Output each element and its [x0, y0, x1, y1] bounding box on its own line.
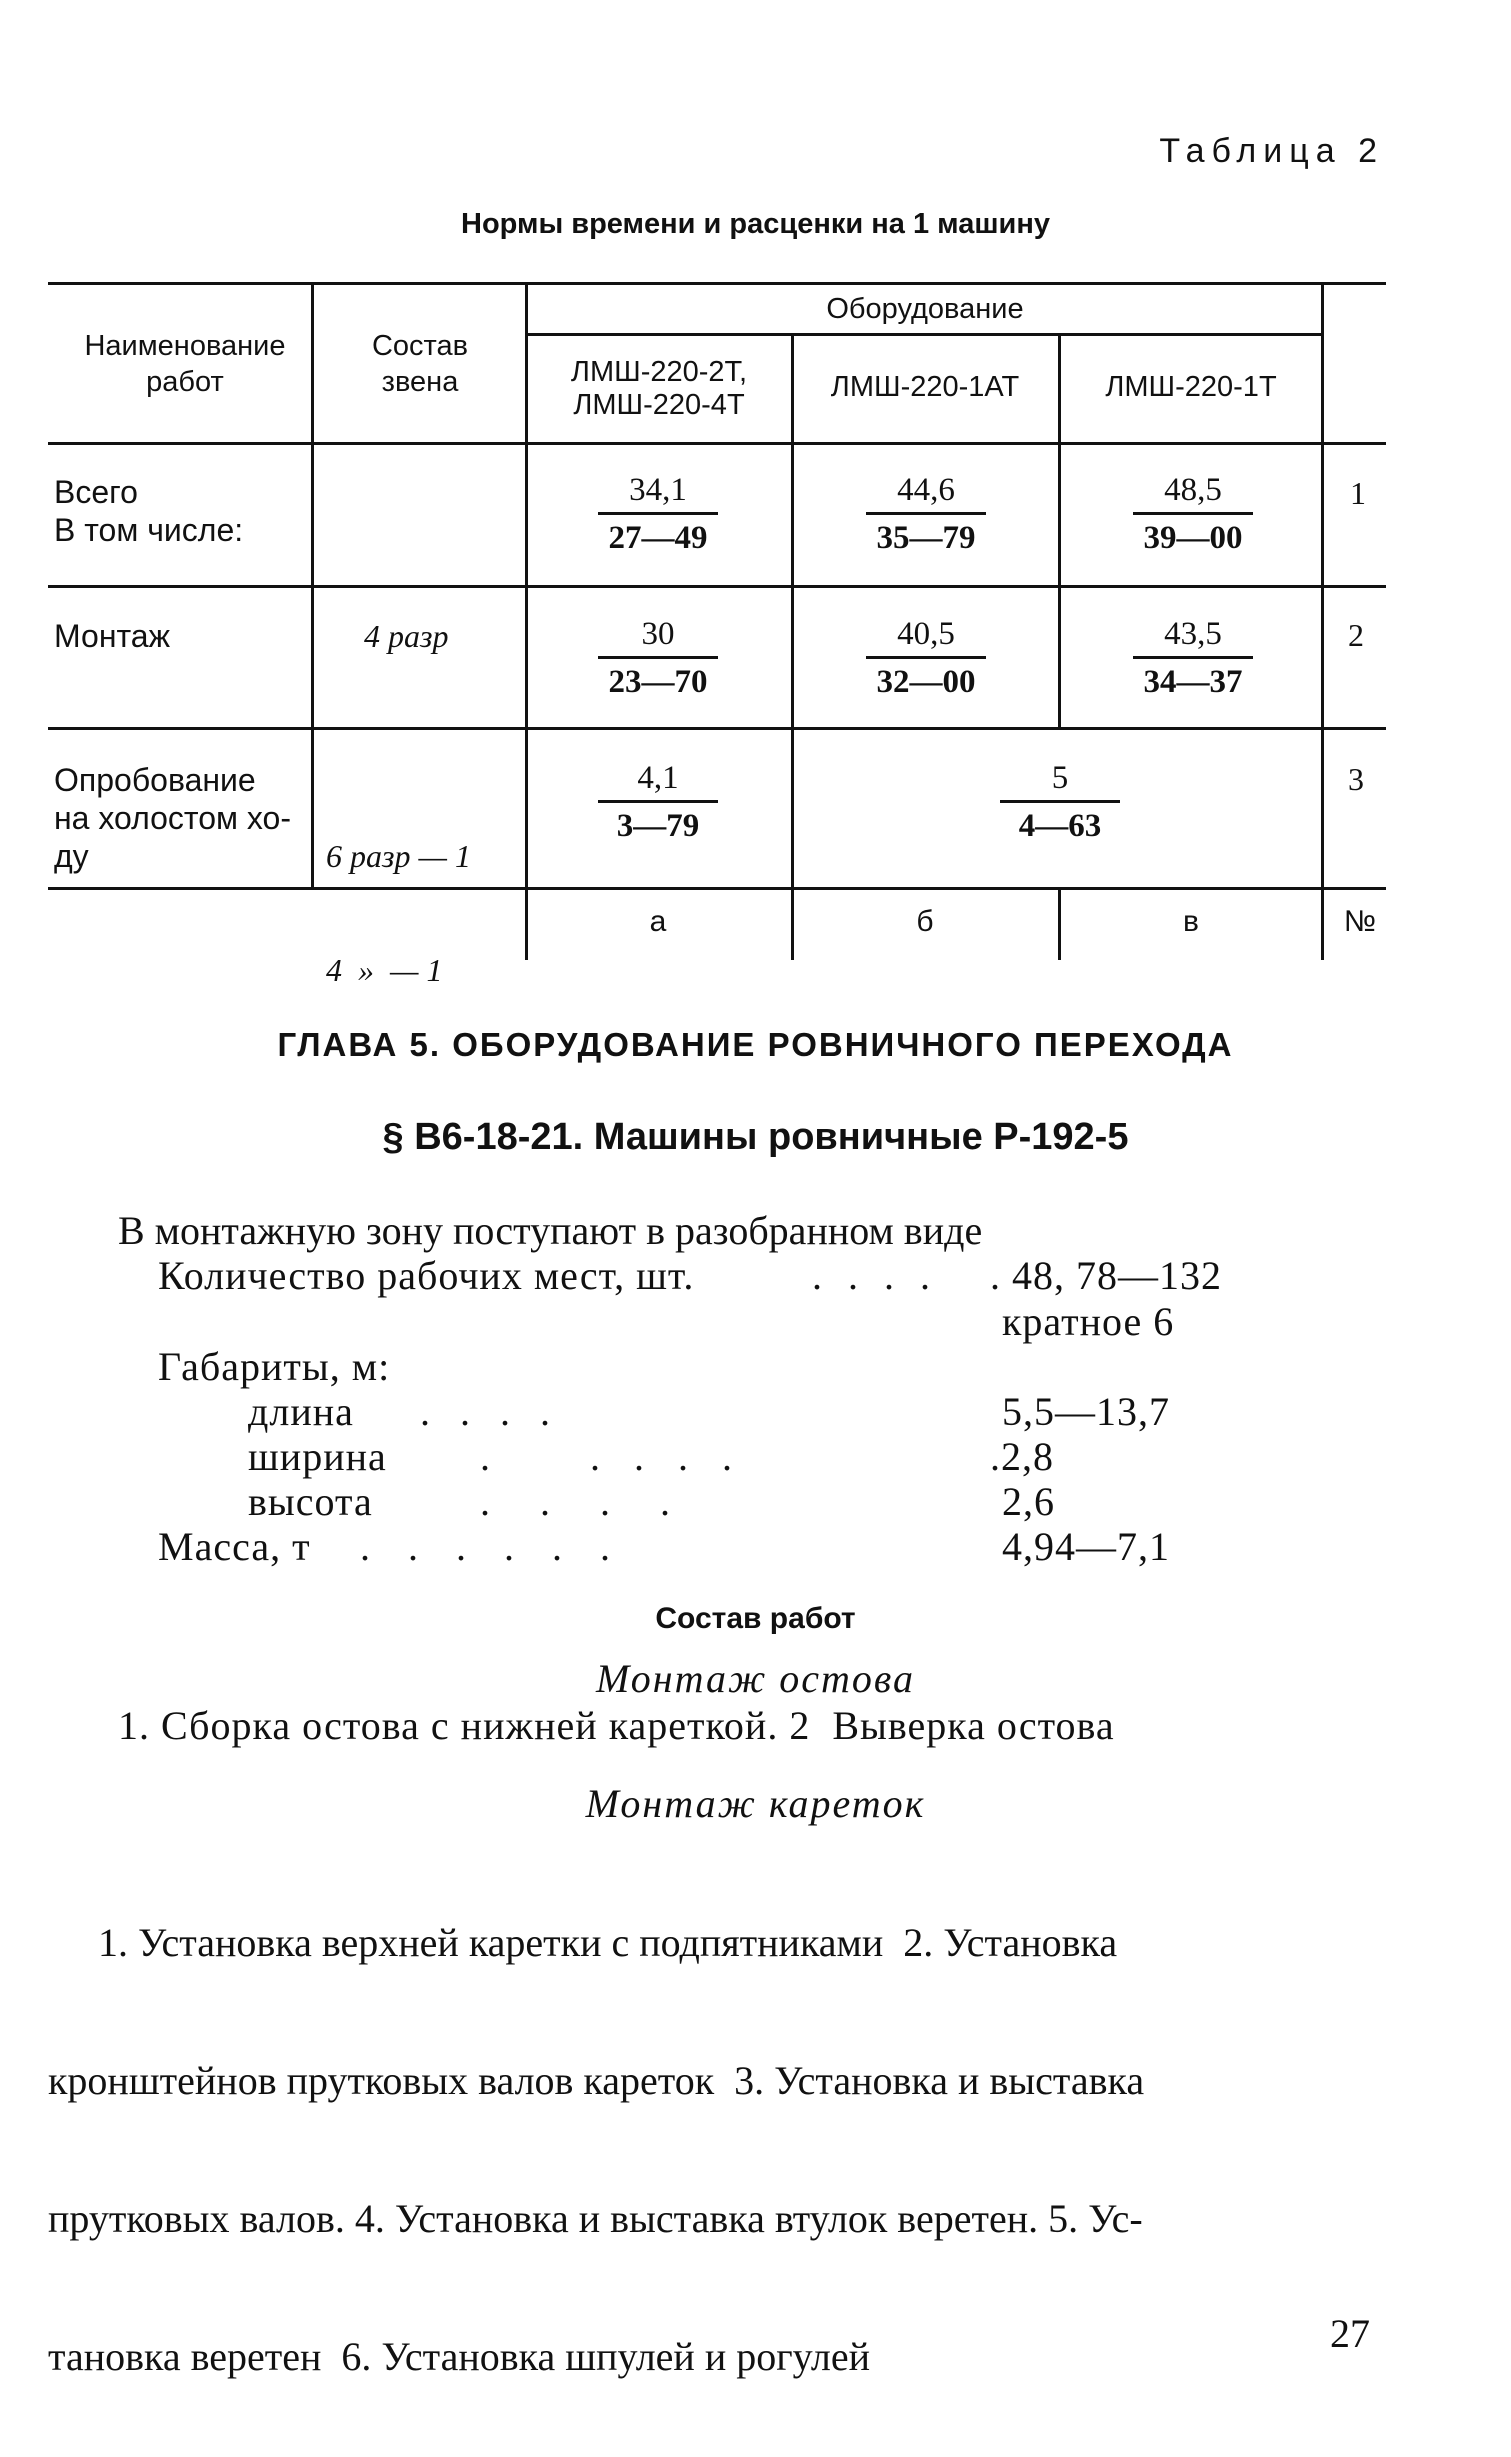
row1-value-c	[1133, 468, 1253, 561]
chapter-heading: ГЛАВА 5. ОБОРУДОВАНИЕ РОВНИЧНОГО ПЕРЕХОДА	[277, 1026, 1234, 1063]
header-equipment: Оборудование	[826, 293, 1024, 325]
row2-number: 2	[1348, 617, 1364, 653]
row1-number: 1	[1350, 475, 1366, 511]
works-heading: Состав работ	[655, 1602, 856, 1635]
intro-text: В монтажную зону поступают в разобранном виде	[118, 1208, 983, 1253]
row2-a-price: 23—70	[608, 664, 708, 700]
page-number: 27	[1330, 2311, 1370, 2356]
frame-heading: Монтаж остова	[596, 1656, 915, 1701]
col-mark-c: в	[1183, 905, 1199, 938]
header-equipment-a-line2: ЛМШ-220-4Т	[573, 389, 745, 421]
width-value: .2,8	[990, 1434, 1054, 1479]
frame-text: 1. Сборка остова с нижней кареткой. 2 Выверка остова	[118, 1703, 1115, 1748]
row2-c-price: 34—37	[1143, 664, 1243, 700]
carriage-text-line3: прутковых валов. 4. Установка и выставка втулок веретен. 5. Ус-	[48, 2196, 1143, 2241]
carriage-text-line1: 1. Установка верхней каретки с подпятниками 2. Установка	[98, 1920, 1118, 1965]
col-divider-3	[791, 333, 794, 960]
mass-dots: . . . . . .	[360, 1524, 624, 1569]
width-label: ширина	[248, 1434, 387, 1479]
row1-value-a	[598, 468, 718, 561]
row3-name-line1: Опробование	[54, 762, 256, 798]
table-top-border	[48, 282, 1386, 285]
row3-a-price: 3—79	[616, 808, 700, 844]
row1-a-time: 34,1	[598, 468, 718, 515]
table-title: Нормы времени и расценки на 1 машину	[461, 208, 1050, 240]
height-dots: . . . .	[480, 1479, 690, 1524]
row2-crew: 4 разр	[364, 618, 449, 654]
row3-crew	[326, 761, 471, 1065]
row3-name	[54, 761, 291, 875]
row1-bottom-border	[48, 585, 1386, 588]
carriage-text-line2: кронштейнов прутковых валов кареток 3. Установка и выставка	[48, 2058, 1145, 2103]
row2-value-c	[1133, 612, 1253, 705]
row3-value-bc	[1000, 756, 1120, 849]
table-caption: Таблица 2	[1159, 132, 1384, 170]
row1-a-price: 27—49	[608, 520, 708, 556]
row2-b-time: 40,5	[866, 612, 986, 659]
height-value: 2,6	[1002, 1479, 1055, 1524]
col-mark-a: а	[649, 905, 667, 938]
row3-a-time: 4,1	[598, 756, 718, 803]
header-crew: Состав звена	[371, 330, 469, 398]
header-bottom-border	[48, 442, 1386, 445]
header-equipment-b: ЛМШ-220-1АТ	[830, 371, 1020, 403]
section-heading: § В6-18-21. Машины ровничные Р-192-5	[382, 1116, 1129, 1158]
header-equipment-a-line1: ЛМШ-220-2Т,	[570, 356, 748, 388]
workplaces-label: Количество рабочих мест, шт.	[158, 1253, 695, 1298]
col-mark-b: б	[916, 905, 934, 938]
col-divider-4-lower	[1058, 887, 1061, 960]
row1-name-line1: Всего	[54, 474, 138, 510]
row2-value-b	[866, 612, 986, 705]
row2-c-time: 43,5	[1133, 612, 1253, 659]
length-dots: . . . .	[420, 1389, 560, 1434]
row3-name-line2: на холостом хо-	[54, 800, 291, 836]
row1-c-price: 39—00	[1143, 520, 1243, 556]
row3-name-line3: ду	[54, 838, 89, 874]
workplaces-value: . 48, 78—132	[990, 1253, 1222, 1298]
workplaces-value-multiple: кратное 6	[1002, 1299, 1175, 1344]
row1-b-time: 44,6	[866, 468, 986, 515]
row2-b-price: 32—00	[876, 664, 976, 700]
row3-number: 3	[1348, 761, 1364, 797]
row3-value-a	[598, 756, 718, 849]
row1-name	[54, 473, 243, 549]
row1-name-line2: В том числе:	[54, 512, 244, 548]
col-divider-5	[1321, 282, 1324, 960]
row1-value-b	[866, 468, 986, 561]
row3-bc-price: 4—63	[1018, 808, 1102, 844]
row3-bc-time: 5	[1000, 756, 1120, 803]
row3-crew-line2: 4 » — 1	[326, 952, 443, 988]
carriage-text	[48, 1828, 1388, 2426]
row1-c-time: 48,5	[1133, 468, 1253, 515]
dims-label: Габариты, м:	[158, 1344, 391, 1389]
col-divider-1	[311, 282, 314, 889]
equipment-divider	[527, 333, 1323, 336]
row1-b-price: 35—79	[876, 520, 976, 556]
row3-bottom-border	[48, 887, 1386, 890]
col-mark-number: №	[1343, 905, 1377, 938]
carriage-heading: Монтаж кареток	[585, 1781, 926, 1826]
header-equipment-a	[528, 356, 790, 422]
length-value: 5,5—13,7	[1002, 1389, 1170, 1434]
height-label: высота	[248, 1479, 373, 1524]
header-work-name: Наименование работ	[84, 330, 286, 398]
row2-a-time: 30	[598, 612, 718, 659]
row2-value-a	[598, 612, 718, 705]
row2-name: Монтаж	[54, 618, 170, 654]
carriage-text-line4: тановка веретен 6. Установка шпулей и рогулей	[48, 2334, 871, 2379]
header-equipment-c: ЛМШ-220-1Т	[1105, 371, 1277, 403]
mass-value: 4,94—7,1	[1002, 1524, 1170, 1569]
row2-bottom-border	[48, 727, 1386, 730]
workplaces-dots: . . . .	[812, 1253, 938, 1298]
length-label: длина	[248, 1389, 354, 1434]
mass-label: Масса, т	[158, 1524, 311, 1569]
row3-crew-line1: 6 разр — 1	[326, 838, 471, 874]
width-dots: . . . . .	[480, 1434, 744, 1479]
